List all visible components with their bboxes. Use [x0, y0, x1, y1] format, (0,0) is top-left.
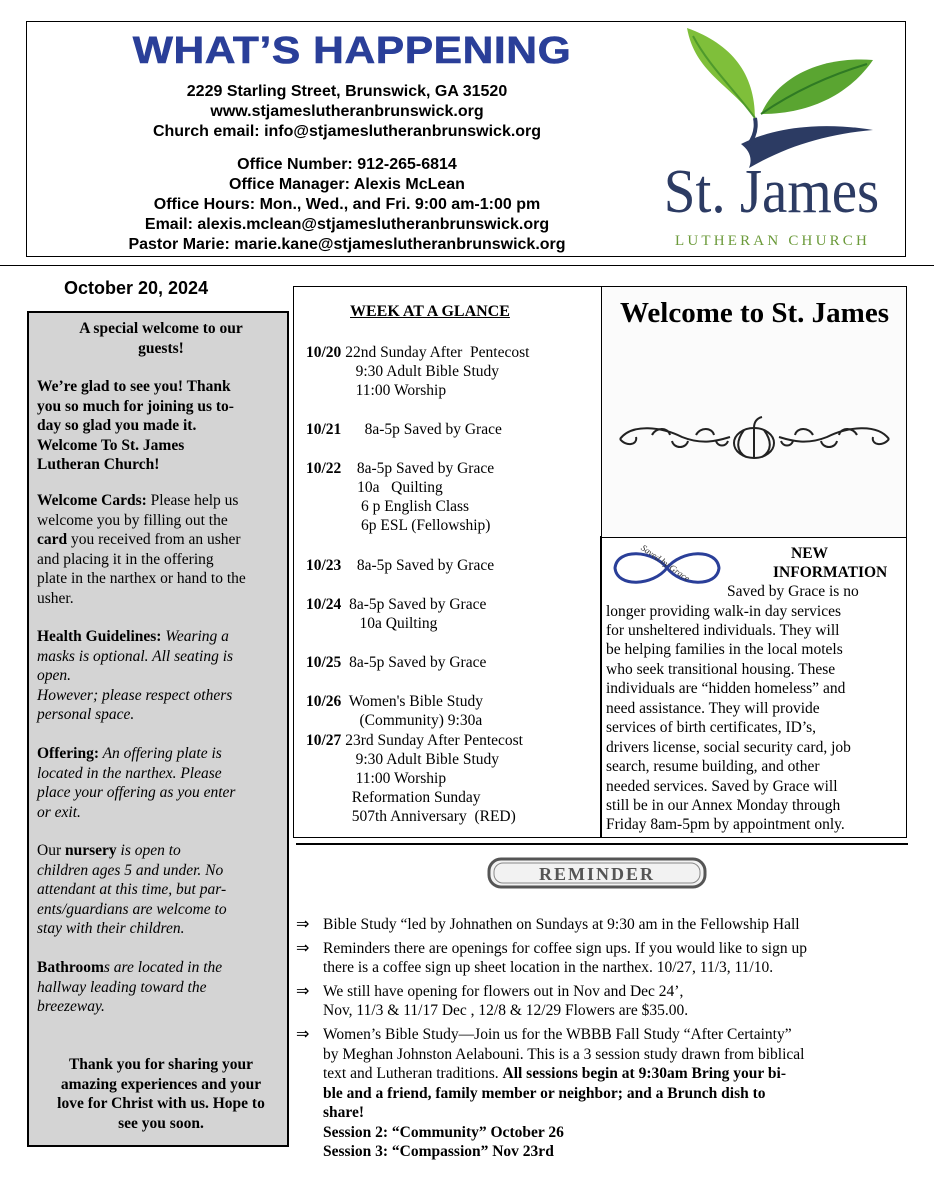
nursery-line: attendant at this time, but par- [37, 881, 227, 898]
week-date: 10/20 [306, 344, 342, 361]
bulletin-date: October 20, 2024 [64, 278, 209, 298]
nursery-line: ents/guardians are welcome to [37, 900, 227, 918]
church-email[interactable]: Church email: info@stjameslutheranbrunswick.org [152, 123, 542, 140]
week-date: 10/23 [306, 557, 342, 574]
top-divider [0, 265, 934, 266]
health-line: open. [37, 667, 72, 684]
new-info-line: needed services. Saved by Grace will [606, 778, 838, 795]
glad-line: day so glad you made it. [37, 417, 197, 434]
health-line: masks is optional. All seating is [37, 647, 234, 665]
new-info-title: NEW [791, 545, 829, 562]
reminder-coffee: there is a coffee sign up sheet location in the narthex. 10/27, 11/3, 11/10. [323, 959, 774, 976]
week-line: (Community) 9:30a [344, 712, 483, 729]
nursery-line: stay with their children. [37, 920, 185, 937]
nursery-text: Our [37, 842, 65, 859]
thanks-line: love for Christ with us. Hope to [57, 1095, 265, 1112]
week-line: 23rd Sunday After Pentecost [341, 732, 523, 749]
week-line: 22nd Sunday After Pentecost [341, 344, 530, 361]
week-entry [306, 692, 483, 712]
nursery-text: is open to [116, 842, 181, 859]
week-entry [306, 459, 494, 479]
nursery-paragraph [37, 841, 285, 939]
bathroom-line: hallway leading toward the [37, 978, 207, 996]
arrow-icon: ⇒ [296, 981, 310, 1000]
week-line: 8a-5p Saved by Grace [341, 460, 495, 477]
week-line: 9:30 Adult Bible Study [344, 363, 500, 380]
glad-line: Welcome To St. James [37, 436, 185, 454]
manager-email[interactable]: Email: alexis.mclean@stjameslutheranbrunswick.org [144, 216, 550, 233]
cards-text: Please help us [146, 492, 239, 509]
offering-line: located in the narthex. Please [37, 764, 222, 782]
new-information-box [600, 536, 907, 838]
saved-by-grace-logo-text: Saved by Grace [639, 542, 692, 584]
guest-welcome-line: A special welcome to our [79, 320, 243, 337]
new-info-line: who seek transitional housing. These [606, 661, 836, 678]
new-info-line: be helping families in the local motels [606, 641, 843, 658]
cards-line: and placing it in the offering [37, 550, 214, 568]
week-date: 10/24 [306, 596, 342, 613]
week-line: 8a-5p Saved by Grace [341, 557, 495, 574]
reminder-womens-study [323, 1064, 786, 1084]
offering-paragraph [37, 744, 285, 822]
reminder-womens-study: Women’s Bible Study—Join us for the WBBB Fall Study “After Certainty” [323, 1026, 792, 1043]
new-info-line: search, resume building, and other [606, 758, 820, 775]
glad-paragraph [37, 377, 285, 475]
offering-line: or exit. [37, 803, 81, 821]
womens-study-text: text and Lutheran traditions. [323, 1065, 503, 1082]
offering-text: An offering plate is [98, 745, 222, 762]
cards-line: welcome you by filling out the [37, 511, 228, 529]
session-2: Session 2: “Community” October 26 [323, 1124, 564, 1141]
logo-church-name: St. James [663, 158, 880, 226]
week-line: 6 p English Class [330, 498, 470, 515]
new-info-line: services of birth certificates, ID’s, [606, 719, 817, 736]
arrow-icon: ⇒ [296, 914, 310, 933]
new-info-line: Friday 8am-5pm by appointment only. [606, 816, 845, 833]
offering-label: Offering: [37, 745, 99, 762]
logo-subtitle: LUTHERAN CHURCH [674, 233, 871, 249]
card-word: card [37, 531, 68, 548]
bathroom-line: breezeway. [37, 998, 105, 1015]
nursery-line: children ages 5 and under. No [37, 861, 224, 879]
week-date: 10/26 [306, 693, 342, 710]
church-address: 2229 Starling Street, Brunswick, GA 31520 [186, 83, 508, 100]
nursery-word: nursery [64, 842, 117, 859]
reminder-womens-study: ble and a friend, family member or neighbor; and a Brunch dish to [323, 1085, 766, 1102]
week-line: 6p ESL (Fellowship) [330, 517, 491, 534]
glad-line: you so much for joining us to- [37, 397, 234, 415]
week-line: 8a-5p Saved by Grace [341, 654, 487, 671]
welcome-cards-label: Welcome Cards: [37, 492, 147, 509]
week-entry [306, 653, 486, 673]
new-info-line: drivers license, social security card, job [606, 739, 851, 756]
church-website[interactable]: www.stjameslutheranbrunswick.org [210, 103, 484, 120]
bathroom-text: s are located in the [103, 959, 223, 976]
week-line: Reformation Sunday [344, 789, 481, 806]
week-date: 10/25 [306, 654, 342, 671]
week-line: 8a-5p Saved by Grace [341, 596, 487, 613]
health-text: Wearing a [161, 628, 229, 645]
week-line: 11:00 Worship [344, 382, 447, 399]
welcome-title: Welcome to St. James [620, 297, 889, 329]
reminder-divider [296, 843, 908, 845]
week-line: 8a-5p Saved by Grace [341, 421, 502, 438]
new-info-line: Saved by Grace is no [727, 583, 859, 600]
week-entry [306, 343, 529, 363]
reminder-coffee: Reminders there are openings for coffee sign ups. If you would like to sign up [323, 940, 807, 957]
health-guidelines-paragraph [37, 627, 285, 725]
reminder-flowers: We still have opening for flowers out in Nov and Dec 24’, [323, 983, 684, 1000]
week-line: 10a Quilting [344, 615, 438, 632]
health-line: However; please respect others [37, 686, 233, 704]
reminder-bible-study: Bible Study “led by Johnathen on Sundays at 9:30 am in the Fellowship Hall [323, 916, 800, 933]
pumpkin-flourish-icon [612, 413, 897, 463]
new-info-line: longer providing walk-in day services [606, 603, 842, 620]
newsletter-title: WHAT’S HAPPENING [132, 30, 572, 72]
welcome-sidebar [27, 311, 289, 1147]
guest-welcome-heading [37, 319, 285, 358]
week-line: 507th Anniversary (RED) [344, 808, 516, 825]
week-entry [306, 420, 502, 440]
thanks-line: Thank you for sharing your [68, 1056, 254, 1073]
glad-line: Lutheran Church! [37, 456, 160, 473]
welcome-cards-paragraph [37, 491, 285, 608]
header-box [26, 21, 906, 257]
bathrooms-paragraph [37, 958, 285, 1017]
office-number: Office Number: 912-265-6814 [237, 156, 457, 173]
office-manager: Office Manager: Alexis McLean [229, 176, 465, 193]
week-entry [306, 556, 494, 576]
thank-you-paragraph [37, 1055, 285, 1133]
reminder-badge-text: REMINDER [538, 864, 656, 884]
new-info-line: for unsheltered individuals. They will [606, 622, 840, 639]
week-entry [306, 595, 486, 615]
glad-line: We’re glad to see you! Thank [37, 378, 231, 395]
thanks-line: amazing experiences and your [60, 1075, 262, 1093]
welcome-box [602, 286, 907, 538]
reminder-badge [487, 855, 707, 893]
reminder-womens-study: by Meghan Johnston Aelabouni. This is a 3 session study drawn from biblical [323, 1046, 805, 1063]
arrow-icon: ⇒ [296, 938, 310, 957]
womens-study-bold: All sessions begin at 9:30am Bring your bi- [502, 1065, 786, 1082]
reminder-flowers: Nov, 11/3 & 11/17 Dec , 12/8 & 12/29 Flowers are $35.00. [323, 1002, 689, 1019]
cards-line: usher. [37, 589, 74, 607]
new-info-line: need assistance. They will provide [606, 700, 820, 717]
new-info-line: individuals are “hidden homeless” and [606, 680, 846, 697]
week-line: 11:00 Worship [344, 770, 447, 787]
guest-welcome-line: guests! [138, 339, 184, 357]
week-title: WEEK AT A GLANCE [350, 303, 510, 320]
week-at-a-glance [293, 286, 602, 838]
arrow-icon: ⇒ [296, 1024, 310, 1043]
new-info-title: INFORMATION [773, 564, 888, 581]
week-line: 10a Quilting [330, 479, 443, 496]
week-line: 9:30 Adult Bible Study [344, 751, 500, 768]
office-hours: Office Hours: Mon., Wed., and Fri. 9:00 am-1:00 pm [153, 196, 541, 213]
session-3: Session 3: “Compassion” Nov 23rd [323, 1143, 554, 1160]
thanks-line: see you soon. [118, 1114, 204, 1132]
pastor-email[interactable]: Pastor Marie: marie.kane@stjameslutheranbrunswick.org [128, 236, 566, 253]
week-date: 10/21 [306, 421, 342, 438]
reminder-womens-study: share! [323, 1104, 365, 1121]
week-line: Women's Bible Study [341, 693, 483, 710]
offering-line: place your offering as you enter [37, 784, 236, 801]
cards-line: plate in the narthex or hand to the [37, 570, 246, 587]
health-guidelines-label: Health Guidelines: [37, 628, 162, 645]
week-entry [306, 731, 523, 751]
week-date: 10/22 [306, 460, 342, 477]
bathroom-word: Bathroom [37, 959, 104, 976]
health-line: personal space. [37, 706, 135, 723]
new-info-line: still be in our Annex Monday through [606, 797, 841, 814]
week-date: 10/27 [306, 732, 342, 749]
cards-text: you received from an usher [67, 531, 241, 548]
